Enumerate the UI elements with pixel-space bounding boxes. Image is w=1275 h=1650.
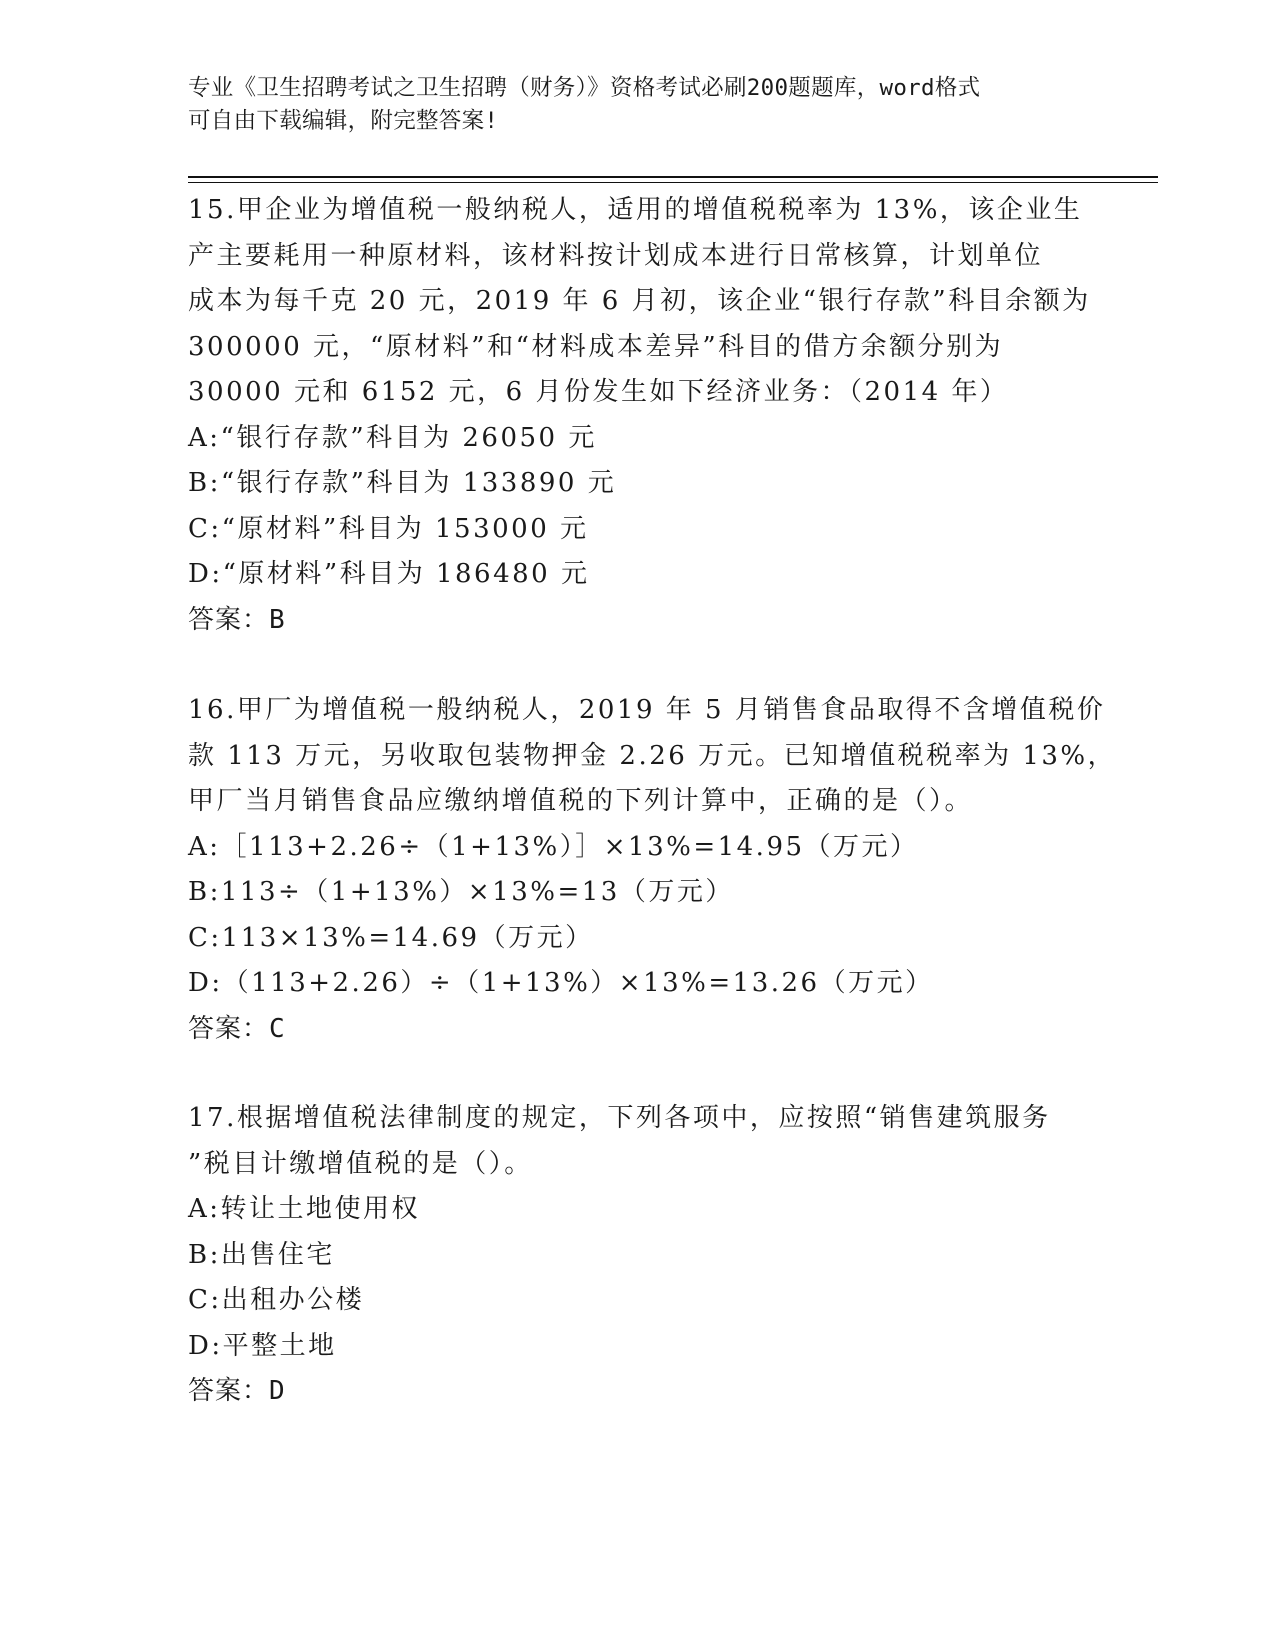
question-stem-line: 甲厂当月销售食品应缴纳增值税的下列计算中，正确的是（）。 xyxy=(188,786,974,816)
question-stem-line: 15.甲企业为增值税一般纳税人，适用的增值税税率为 13%，该企业生 xyxy=(188,195,1083,225)
option-a: A:转让土地使用权 xyxy=(188,1194,421,1224)
option-b: B:113÷（1+13%）×13%=13（万元） xyxy=(188,877,734,907)
header-divider-thick xyxy=(188,176,1158,178)
question-stem-line: 款 113 万元，另收取包装物押金 2.26 万元。已知增值税税率为 13%， xyxy=(188,740,1117,771)
question-stem-line: ”税目计缴增值税的是（）。 xyxy=(188,1148,533,1179)
question-17 xyxy=(188,1096,1088,1415)
question-16 xyxy=(188,688,1117,1052)
option-c: C:113×13%=14.69（万元） xyxy=(188,922,594,953)
option-d: D:平整土地 xyxy=(188,1330,337,1361)
option-c: C:“原材料”科目为 153000 元 xyxy=(188,513,589,544)
answer-label: 答案：C xyxy=(188,1013,286,1044)
document-header xyxy=(188,72,1068,138)
question-stem-line: 16.甲厂为增值税一般纳税人，2019 年 5 月销售食品取得不含增值税价 xyxy=(188,695,1106,725)
option-a: A:［113+2.26÷（1+13%）］×13%=14.95（万元） xyxy=(188,831,919,862)
option-d: D:“原材料”科目为 186480 元 xyxy=(188,559,590,589)
question-stem-line: 17.根据增值税法律制度的规定，下列各项中，应按照“销售建筑服务 xyxy=(188,1103,1051,1133)
header-divider-thin xyxy=(188,182,1158,183)
question-stem-line: 300000 元，“原材料”和“材料成本差异”科目的借方余额分别为 xyxy=(188,331,1004,362)
question-stem-line: 30000 元和 6152 元，6 月份发生如下经济业务：（2014 年） xyxy=(188,377,1009,407)
option-c: C:出租办公楼 xyxy=(188,1285,365,1315)
answer-label: 答案：D xyxy=(188,1376,286,1406)
option-a: A:“银行存款”科目为 26050 元 xyxy=(188,422,597,453)
header-title-line-2: 可自由下载编辑，附完整答案! xyxy=(188,108,499,134)
option-b: B:出售住宅 xyxy=(188,1239,335,1270)
option-d: D:（113+2.26）÷（1+13%）×13%=13.26（万元） xyxy=(188,968,934,998)
header-title-line-1: 专业《卫生招聘考试之卫生招聘（财务）》资格考试必刷200题题库，word格式 xyxy=(188,75,981,101)
question-15 xyxy=(188,188,1091,643)
answer-label: 答案：B xyxy=(188,604,286,635)
question-stem-line: 产主要耗用一种原材料，该材料按计划成本进行日常核算，计划单位 xyxy=(188,240,1044,271)
option-b: B:“银行存款”科目为 133890 元 xyxy=(188,468,617,498)
question-stem-line: 成本为每千克 20 元，2019 年 6 月初，该企业“银行存款”科目余额为 xyxy=(188,286,1091,316)
